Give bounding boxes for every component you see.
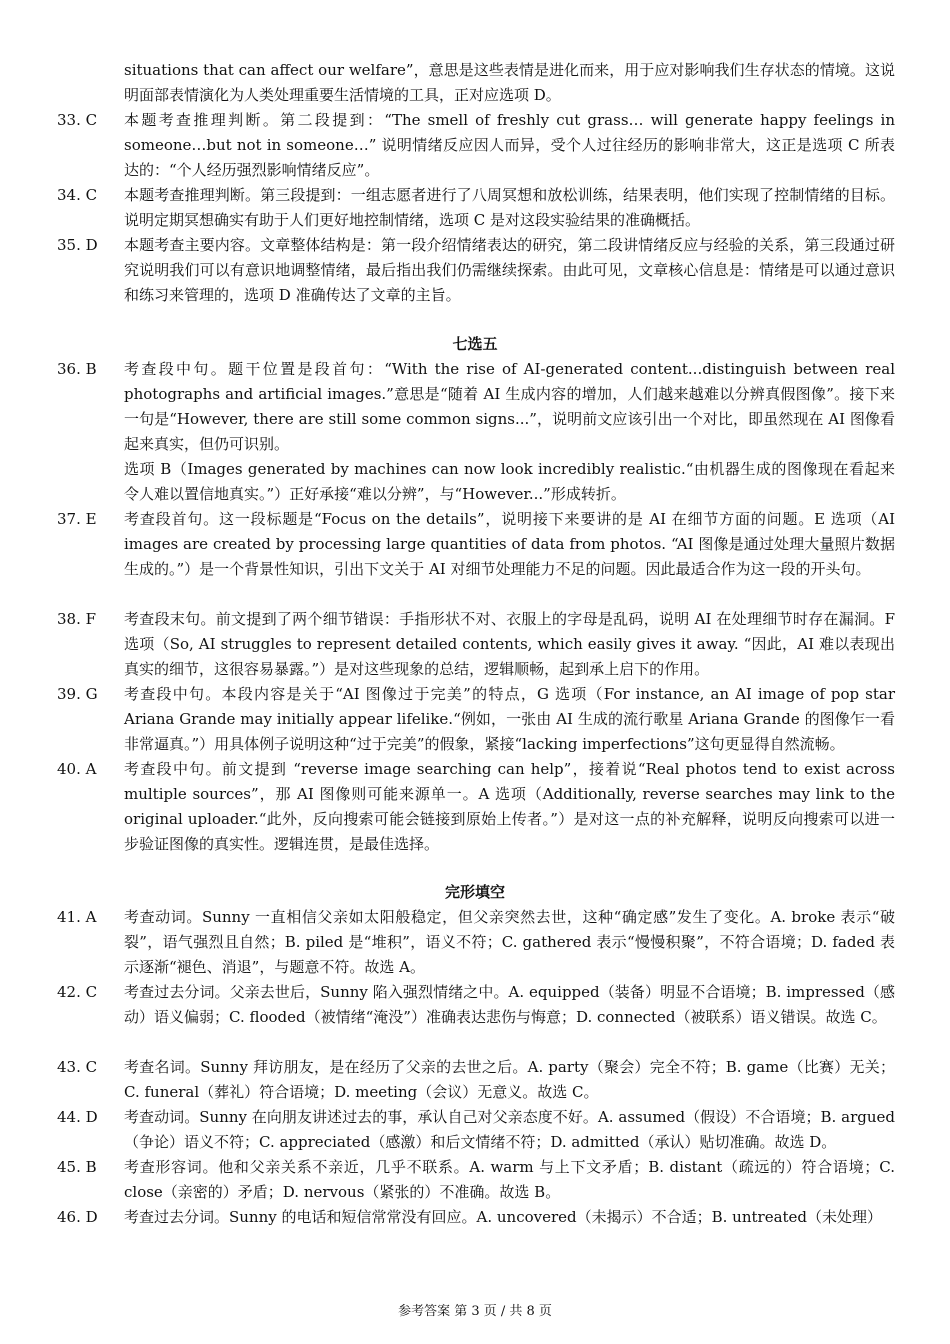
page-footer: 参考答案 第 3 页 / 共 8 页: [398, 1304, 552, 1319]
answer-number: 34. C: [57, 186, 98, 204]
answer-number: 44. D: [57, 1108, 98, 1126]
section-heading-cloze: 完形填空: [444, 883, 505, 901]
answer-number: 41. A: [57, 908, 97, 926]
section-heading-seven-choose-five: 七选五: [452, 335, 498, 353]
intro-paragraph: situations that can affect our welfare”，意思是这些表情是进化而来，用于应对影响我们生存状态的情境。这说明面部表情演化为人类处理重要生活情境的工具，正对应选项 D。: [124, 61, 895, 104]
answer-item-37: [57, 507, 895, 582]
answer-explanation: 考查形容词。他和父亲关系不亲近，几乎不联系。A. warm 与上下文矛盾；B. distant（疏远的）符合语境；C. close（亲密的）矛盾；D. nervous（紧张的）不准确。故选 B。: [124, 1158, 895, 1201]
answer-explanation: 本题考查推理判断。第二段提到：“The smell of freshly cut grass… will generate happy feelings in someone…but not in someone…” 说明情绪反应因人而异，受个人过往经历的影响非常大，这正是选项 C 所表达的：“个人经历强烈影响情绪反应”。: [124, 111, 895, 179]
answer-explanation: 考查段中句。题干位置是段首句：“With the rise of AI-generated content...distinguish between real photographs and artificial images.”意思是“随着 AI 生成内容的增加，人们越来越难以分辨真假图像”。接下来一句是“However, there are still some common signs...”，说明前文应该引出一个对比，即虽然现在 AI 图像看起来真实，但仍可识别。: [124, 360, 895, 453]
answer-item-45: [57, 1155, 895, 1205]
answer-item-46: [57, 1205, 895, 1230]
answer-item-44: [57, 1105, 895, 1155]
answer-explanation: 考查过去分词。Sunny 的电话和短信常常没有回应。A. uncovered（未揭示）不合适；B. untreated（未处理）: [124, 1208, 883, 1226]
answer-item-34: [57, 183, 895, 233]
answer-item-40: [57, 757, 895, 857]
answer-explanation: 本题考查推理判断。第三段提到：一组志愿者进行了八周冥想和放松训练，结果表明，他们实现了控制情绪的目标。说明定期冥想确实有助于人们更好地控制情绪，选项 C 是对这段实验结果的准确概括。: [124, 186, 895, 229]
answer-number: 42. C: [57, 983, 98, 1001]
intro-continuation: [57, 58, 895, 108]
answer-number: 39. G: [57, 685, 98, 703]
answer-number: 40. A: [57, 760, 97, 778]
answer-explanation: 考查段末句。前文提到了两个细节错误：手指形状不对、衣服上的字母是乱码，说明 AI 在处理细节时存在漏洞。F 选项（So, AI struggles to represent detailed contents, which easily gives it away. “因此，AI 难以表现出真实的细节，这很容易暴露。”）是对这些现象的总结，逻辑顺畅，起到承上启下的作用。: [124, 610, 895, 678]
answer-explanation-continued: 选项 B（Images generated by machines can now look incredibly realistic.“由机器生成的图像现在看起来令人难以置信地真实。”）正好承接“难以分辨”，与“However...”形成转折。: [124, 460, 895, 503]
answer-number: 45. B: [57, 1158, 97, 1176]
answer-explanation: 考查段中句。前文提到 “reverse image searching can help”，接着说“Real photos tend to exist across multiple sources”，那 AI 图像则可能来源单一。A 选项（Additionally, reverse searches may link to the original uploader.“此外，反向搜索可能会链接到原始上传者。”）是对这一点的补充解释，说明反向搜索可以进一步验证图像的真实性。逻辑连贯，是最佳选择。: [124, 760, 895, 853]
answer-item-38: [57, 607, 895, 682]
answer-item-41: [57, 905, 895, 980]
answer-explanation: 考查段中句。本段内容是关于“AI 图像过于完美”的特点，G 选项（For instance, an AI image of pop star Ariana Grande may initially appear lifelike.“例如，一张由 AI 生成的流行歌星 Ariana Grande 的图像乍一看非常逼真。”）用具体例子说明这种“过于完美”的假象，紧接“lacking imperfections”这句更显得自然流畅。: [124, 685, 895, 753]
answer-item-36: [57, 357, 895, 507]
answer-number: 46. D: [57, 1208, 98, 1226]
answer-explanation: 本题考查主要内容。文章整体结构是：第一段介绍情绪表达的研究，第二段讲情绪反应与经验的关系，第三段通过研究说明我们可以有意识地调整情绪，最后指出我们仍需继续探索。由此可见，文章核心信息是：情绪是可以通过意识和练习来管理的，选项 D 准确传达了文章的主旨。: [124, 236, 895, 304]
answer-number: 43. C: [57, 1058, 98, 1076]
answer-explanation: 考查名词。Sunny 拜访朋友，是在经历了父亲的去世之后。A. party（聚会）完全不符；B. game（比赛）无关；C. funeral（葬礼）符合语境；D. meeting（会议）无意义。故选 C。: [124, 1058, 895, 1101]
answer-item-33: [57, 108, 895, 183]
answer-item-42: [57, 980, 895, 1030]
answer-explanation: 考查过去分词。父亲去世后，Sunny 陷入强烈情绪之中。A. equipped（装备）明显不合语境；B. impressed（感动）语义偏弱；C. flooded（被情绪“淹没”）准确表达悲伤与悔意；D. connected（被联系）语义错误。故选 C。: [124, 983, 895, 1026]
answer-number: 37. E: [57, 510, 97, 528]
answer-explanation: 考查动词。Sunny 在向朋友讲述过去的事，承认自己对父亲态度不好。A. assumed（假设）不合语境；B. argued（争论）语义不符；C. appreciated（感激）和后文情绪不符；D. admitted（承认）贴切准确。故选 D。: [124, 1108, 895, 1151]
answer-number: 33. C: [57, 111, 98, 129]
answer-item-43: [57, 1055, 895, 1105]
answer-number: 38. F: [57, 610, 97, 628]
answer-number: 36. B: [57, 360, 97, 378]
answer-item-35: [57, 233, 895, 308]
answer-explanation: 考查动词。Sunny 一直相信父亲如太阳般稳定，但父亲突然去世，这种“确定感”发生了变化。A. broke 表示“破裂”，语气强烈且自然；B. piled 是“堆积”，语义不符；C. gathered 表示“慢慢积聚”，不符合语境；D. faded 表示逐渐“褪色、消退”，与题意不符。故选 A。: [124, 908, 895, 976]
answer-number: 35. D: [57, 236, 98, 254]
answer-explanation: 考查段首句。这一段标题是“Focus on the details”，说明接下来要讲的是 AI 在细节方面的问题。E 选项（AI images are created by processing large quantities of data from photos. “AI 图像是通过处理大量照片数据生成的。”）是一个背景性知识，引出下文关于 AI 对细节处理能力不足的问题。因此最适合作为这一段的开头句。: [124, 510, 895, 578]
answer-item-39: [57, 682, 895, 757]
